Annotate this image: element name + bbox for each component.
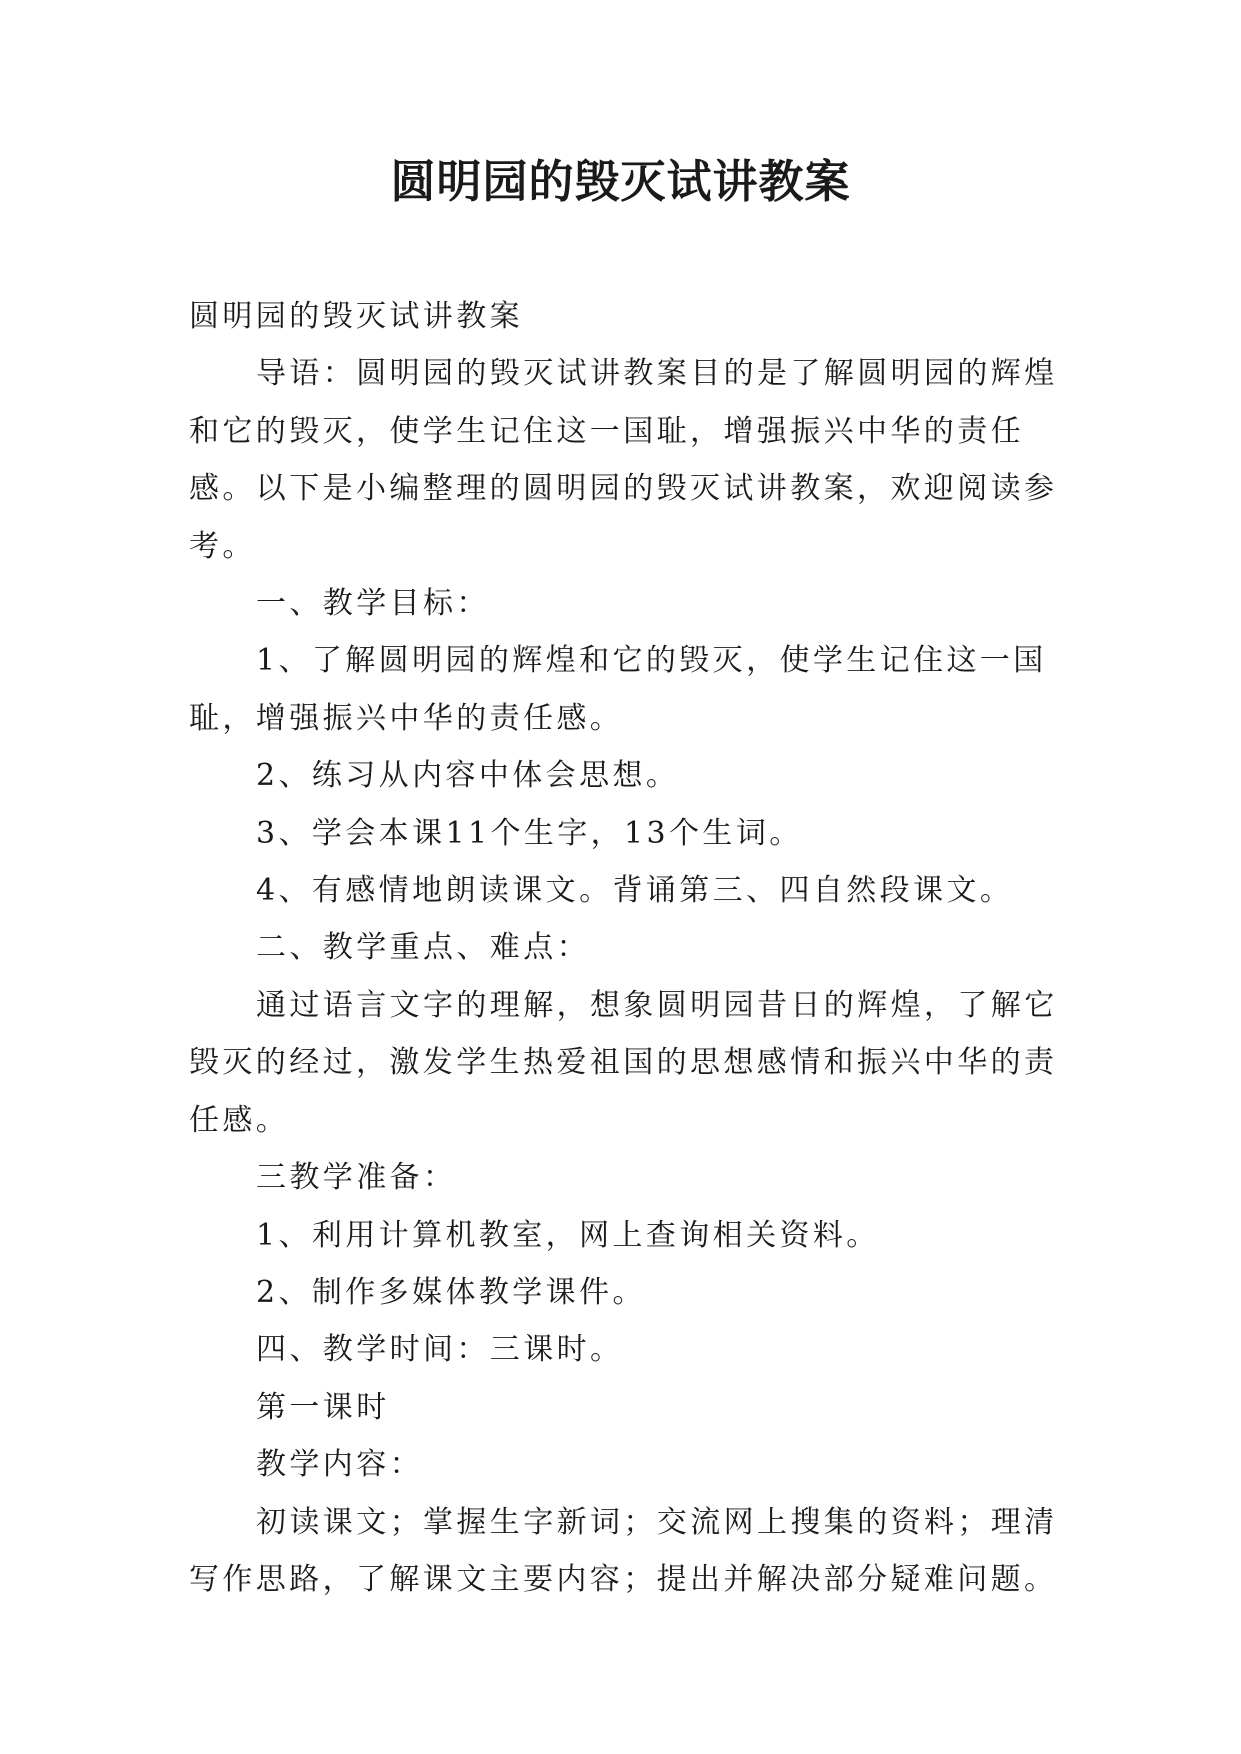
intro-paragraph: 导语：圆明园的毁灭试讲教案目的是了解圆明园的辉煌和它的毁灭，使学生记住这一国耻，增强振兴中华的责任感。以下是小编整理的圆明园的毁灭试讲教案，欢迎阅读参考。 [189,356,1058,564]
body-paragraph: 通过语言文字的理解，想象圆明园昔日的辉煌，了解它毁灭的经过，激发学生热爱祖国的思想感情和振兴中华的责任感。 [189,987,1058,1138]
content-heading: 教学内容： [256,1447,423,1483]
subtitle-paragraph: 圆明园的毁灭试讲教案 [189,299,523,334]
list-item: 1、利用计算机教室，网上查询相关资料。 [256,1217,880,1253]
section-heading: 二、教学重点、难点： [256,930,590,966]
section-heading: 一、教学目标： [256,586,490,622]
lesson-heading: 第一课时 [256,1389,390,1425]
list-item: 2、练习从内容中体会思想。 [256,758,680,794]
list-item: 3、学会本课11个生字，13个生词。 [256,815,803,851]
section-heading: 四、教学时间：三课时。 [256,1332,624,1368]
document-title: 圆明园的毁灭试讲教案 [390,155,851,208]
list-item: 2、制作多媒体教学课件。 [256,1274,646,1310]
body-paragraph: 初读课文；掌握生字新词；交流网上搜集的资料；理清写作思路，了解课文主要内容；提出并解决部分疑难问题。 [189,1504,1058,1597]
document-body [189,288,1069,1608]
section-heading: 三教学准备： [256,1160,457,1196]
list-item: 1、了解圆明园的辉煌和它的毁灭，使学生记住这一国耻，增强振兴中华的责任感。 [189,643,1047,736]
list-item: 4、有感情地朗读课文。背诵第三、四自然段课文。 [256,873,1014,909]
